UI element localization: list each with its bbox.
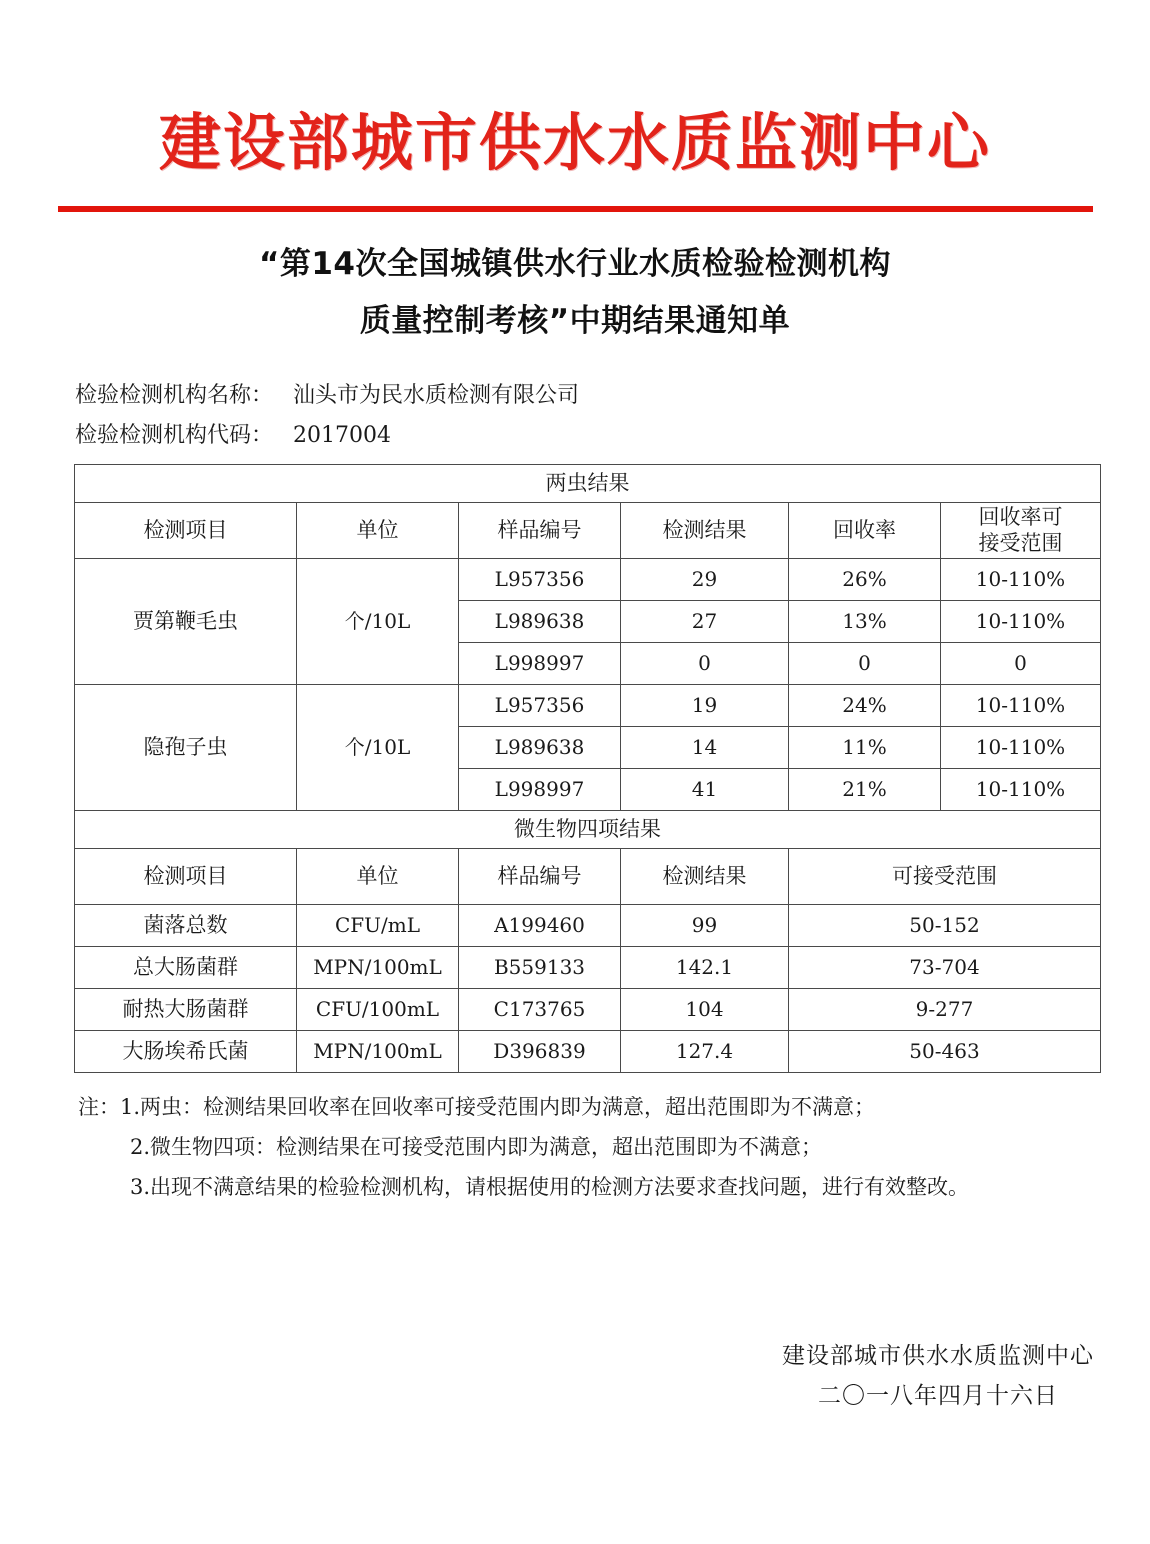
- test-result: 142.1: [621, 947, 789, 989]
- recovery-range: 10-110%: [941, 559, 1101, 601]
- acceptable-range: 73-704: [789, 947, 1101, 989]
- recovery-rate: 21%: [789, 769, 941, 811]
- institution-code-value: 2017004: [293, 423, 391, 448]
- analyte-name: 贾第鞭毛虫: [75, 559, 297, 685]
- analyte-unit: MPN/100mL: [297, 947, 459, 989]
- header-unit: 单位: [297, 849, 459, 905]
- sample-no: L998997: [459, 643, 621, 685]
- table-row: [75, 465, 1101, 503]
- section-2-title: 微生物四项结果: [75, 811, 1101, 849]
- header-sample-no: 样品编号: [459, 503, 621, 559]
- recovery-rate: 24%: [789, 685, 941, 727]
- table-row: [75, 989, 1101, 1031]
- signature-organization: 建设部城市供水水质监测中心: [782, 1343, 1094, 1369]
- recovery-range: 10-110%: [941, 685, 1101, 727]
- analyte-name: 耐热大肠菌群: [75, 989, 297, 1031]
- institution-meta: [0, 376, 1150, 456]
- table-row: [75, 1031, 1101, 1073]
- analyte-unit: MPN/100mL: [297, 1031, 459, 1073]
- institution-name-value: 汕头市为民水质检测有限公司: [293, 383, 580, 408]
- recovery-rate: 26%: [789, 559, 941, 601]
- acceptable-range: 9-277: [789, 989, 1101, 1031]
- analyte-name: 总大肠菌群: [75, 947, 297, 989]
- sample-no: L957356: [459, 685, 621, 727]
- acceptable-range: 50-463: [789, 1031, 1101, 1073]
- document-title: [0, 236, 1150, 350]
- masthead: [0, 0, 1150, 212]
- test-result: 27: [621, 601, 789, 643]
- document-title-line-1: “第14次全国城镇供水行业水质检验检测机构: [258, 246, 891, 282]
- recovery-range: 10-110%: [941, 727, 1101, 769]
- sample-no: B559133: [459, 947, 621, 989]
- recovery-range: 10-110%: [941, 601, 1101, 643]
- header-recovery-range-line-2: 接受范围: [978, 530, 1063, 555]
- table-row: [75, 947, 1101, 989]
- header-item: 检测项目: [75, 503, 297, 559]
- table-row: [75, 905, 1101, 947]
- header-recovery-range: [941, 503, 1101, 559]
- notes-block: [78, 1087, 1108, 1207]
- signature-date: 二〇一八年四月十六日: [818, 1383, 1058, 1409]
- document-title-line-2: 质量控制考核”中期结果通知单: [359, 303, 791, 339]
- analyte-unit: CFU/mL: [297, 905, 459, 947]
- sample-no: L957356: [459, 559, 621, 601]
- header-acceptable-range: 可接受范围: [789, 849, 1101, 905]
- note-1-text: 1.两虫：检测结果回收率在回收率可接受范围内即为满意，超出范围即为不满意；: [120, 1095, 876, 1120]
- test-result: 19: [621, 685, 789, 727]
- table-row: [75, 811, 1101, 849]
- analyte-name: 隐孢子虫: [75, 685, 297, 811]
- sample-no: C173765: [459, 989, 621, 1031]
- sample-no: L989638: [459, 601, 621, 643]
- recovery-rate: 0: [789, 643, 941, 685]
- notes-prefix-label: 注：: [78, 1095, 120, 1120]
- masthead-organization-title: 建设部城市供水水质监测中心: [158, 106, 991, 179]
- masthead-red-divider: [58, 206, 1093, 212]
- signature-block: [782, 1336, 1094, 1416]
- analyte-unit: 个/10L: [297, 685, 459, 811]
- header-unit: 单位: [297, 503, 459, 559]
- table-row: [75, 849, 1101, 905]
- sample-no: L998997: [459, 769, 621, 811]
- test-result: 14: [621, 727, 789, 769]
- header-result: 检测结果: [621, 849, 789, 905]
- analyte-unit: 个/10L: [297, 559, 459, 685]
- analyte-name: 菌落总数: [75, 905, 297, 947]
- recovery-rate: 13%: [789, 601, 941, 643]
- sample-no: L989638: [459, 727, 621, 769]
- acceptable-range: 50-152: [789, 905, 1101, 947]
- table-row: [75, 685, 1101, 727]
- section-1-title: 两虫结果: [75, 465, 1101, 503]
- results-table: [74, 464, 1101, 1073]
- institution-name-row: [75, 376, 1150, 416]
- test-result: 0: [621, 643, 789, 685]
- recovery-rate: 11%: [789, 727, 941, 769]
- note-2-text: 2.微生物四项：检测结果在可接受范围内即为满意，超出范围即为不满意；: [130, 1135, 823, 1160]
- sample-no: A199460: [459, 905, 621, 947]
- test-result: 41: [621, 769, 789, 811]
- header-result: 检测结果: [621, 503, 789, 559]
- header-sample-no: 样品编号: [459, 849, 621, 905]
- header-recovery-range-line-1: 回收率可: [978, 505, 1063, 529]
- note-line-3: [78, 1167, 1108, 1207]
- analyte-unit: CFU/100mL: [297, 989, 459, 1031]
- header-recovery: 回收率: [789, 503, 941, 559]
- test-result: 104: [621, 989, 789, 1031]
- test-result: 29: [621, 559, 789, 601]
- institution-code-label: 检验检测机构代码：: [75, 423, 274, 448]
- test-result: 127.4: [621, 1031, 789, 1073]
- note-3-text: 3.出现不满意结果的检验检测机构，请根据使用的检测方法要求查找问题，进行有效整改。: [130, 1175, 970, 1200]
- table-row: [75, 503, 1101, 559]
- header-item: 检测项目: [75, 849, 297, 905]
- analyte-name: 大肠埃希氏菌: [75, 1031, 297, 1073]
- test-result: 99: [621, 905, 789, 947]
- institution-name-label: 检验检测机构名称：: [75, 383, 274, 408]
- note-line-1: [78, 1087, 1108, 1127]
- table-row: [75, 559, 1101, 601]
- institution-code-row: [75, 416, 1150, 456]
- recovery-range: 10-110%: [941, 769, 1101, 811]
- sample-no: D396839: [459, 1031, 621, 1073]
- note-line-2: [78, 1127, 1108, 1167]
- recovery-range: 0: [941, 643, 1101, 685]
